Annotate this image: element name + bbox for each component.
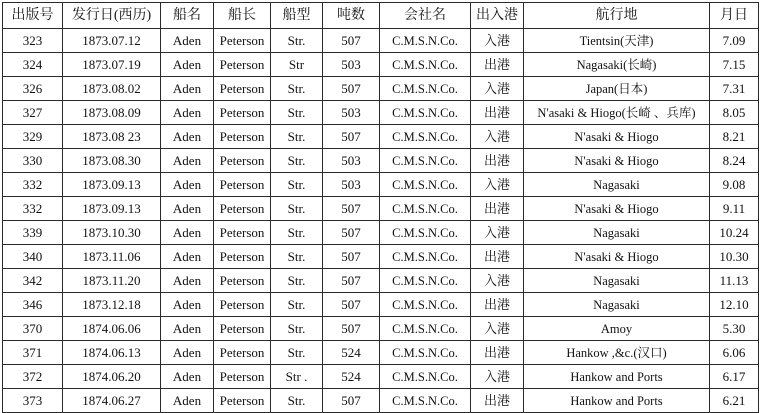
cell-issue-date: 1874.06.06 <box>63 317 161 341</box>
cell-in-out: 入港 <box>471 269 524 293</box>
cell-issue-date: 1873.12.18 <box>63 293 161 317</box>
table-row <box>3 29 759 53</box>
cell-tonnage: 507 <box>323 77 380 101</box>
cell-company: C.M.S.N.Co. <box>380 197 471 221</box>
cell-in-out: 入港 <box>471 77 524 101</box>
table-row <box>3 389 759 413</box>
cell-issue-date: 1874.06.27 <box>63 389 161 413</box>
table-row <box>3 317 759 341</box>
cell-in-out: 出港 <box>471 149 524 173</box>
cell-ship-type: Str. <box>271 245 323 269</box>
cell-captain: Peterson <box>214 293 271 317</box>
cell-month-day: 6.21 <box>710 389 759 413</box>
cell-issue-date: 1873.09.13 <box>63 173 161 197</box>
table-row <box>3 269 759 293</box>
cell-company: C.M.S.N.Co. <box>380 293 471 317</box>
cell-company: C.M.S.N.Co. <box>380 341 471 365</box>
cell-tonnage: 507 <box>323 245 380 269</box>
cell-ship-type: Str. <box>271 293 323 317</box>
cell-captain: Peterson <box>214 269 271 293</box>
cell-tonnage: 503 <box>323 173 380 197</box>
cell-tonnage: 503 <box>323 53 380 77</box>
cell-destination: Hankow ,&c.(汉口) <box>524 341 710 365</box>
cell-month-day: 9.08 <box>710 173 759 197</box>
header-ship-name: 船名 <box>161 3 214 29</box>
table-row <box>3 197 759 221</box>
cell-tonnage: 507 <box>323 29 380 53</box>
cell-issue-date: 1873.08.02 <box>63 77 161 101</box>
cell-destination: N'asaki & Hiogo <box>524 197 710 221</box>
cell-issue-no: 324 <box>3 53 63 77</box>
table-row <box>3 365 759 389</box>
cell-ship-name: Aden <box>161 245 214 269</box>
cell-month-day: 9.11 <box>710 197 759 221</box>
cell-destination: Nagasaki <box>524 221 710 245</box>
header-month-day: 月日 <box>710 3 759 29</box>
cell-in-out: 出港 <box>471 101 524 125</box>
cell-issue-no: 332 <box>3 197 63 221</box>
header-in-out: 出入港 <box>471 3 524 29</box>
cell-company: C.M.S.N.Co. <box>380 29 471 53</box>
cell-month-day: 7.31 <box>710 77 759 101</box>
cell-month-day: 10.24 <box>710 221 759 245</box>
cell-issue-no: 346 <box>3 293 63 317</box>
table-row <box>3 221 759 245</box>
cell-tonnage: 507 <box>323 389 380 413</box>
cell-destination: Tientsin(天津) <box>524 29 710 53</box>
header-company: 会社名 <box>380 3 471 29</box>
cell-company: C.M.S.N.Co. <box>380 389 471 413</box>
cell-company: C.M.S.N.Co. <box>380 221 471 245</box>
cell-ship-name: Aden <box>161 101 214 125</box>
cell-ship-name: Aden <box>161 149 214 173</box>
cell-captain: Peterson <box>214 149 271 173</box>
cell-month-day: 8.24 <box>710 149 759 173</box>
cell-month-day: 7.15 <box>710 53 759 77</box>
cell-ship-type: Str <box>271 53 323 77</box>
cell-company: C.M.S.N.Co. <box>380 125 471 149</box>
cell-ship-type: Str. <box>271 317 323 341</box>
cell-company: C.M.S.N.Co. <box>380 53 471 77</box>
header-issue-date: 发行日(西历) <box>63 3 161 29</box>
cell-month-day: 7.09 <box>710 29 759 53</box>
cell-issue-date: 1873.07.19 <box>63 53 161 77</box>
cell-ship-type: Str. <box>271 173 323 197</box>
cell-captain: Peterson <box>214 221 271 245</box>
cell-destination: Nagasaki(长崎) <box>524 53 710 77</box>
cell-ship-type: Str. <box>271 149 323 173</box>
cell-ship-name: Aden <box>161 173 214 197</box>
cell-in-out: 出港 <box>471 53 524 77</box>
cell-in-out: 入港 <box>471 317 524 341</box>
cell-issue-no: 370 <box>3 317 63 341</box>
cell-company: C.M.S.N.Co. <box>380 269 471 293</box>
cell-captain: Peterson <box>214 173 271 197</box>
header-captain: 船长 <box>214 3 271 29</box>
cell-captain: Peterson <box>214 389 271 413</box>
cell-in-out: 出港 <box>471 341 524 365</box>
cell-month-day: 6.06 <box>710 341 759 365</box>
cell-captain: Peterson <box>214 341 271 365</box>
table-header <box>3 3 759 29</box>
header-destination: 航行地 <box>524 3 710 29</box>
cell-captain: Peterson <box>214 317 271 341</box>
cell-company: C.M.S.N.Co. <box>380 149 471 173</box>
cell-ship-name: Aden <box>161 77 214 101</box>
cell-destination: N'asaki & Hiogo <box>524 245 710 269</box>
table-row <box>3 125 759 149</box>
cell-in-out: 出港 <box>471 245 524 269</box>
cell-ship-type: Str. <box>271 221 323 245</box>
cell-ship-name: Aden <box>161 365 214 389</box>
cell-in-out: 入港 <box>471 29 524 53</box>
cell-tonnage: 507 <box>323 293 380 317</box>
cell-tonnage: 507 <box>323 269 380 293</box>
cell-captain: Peterson <box>214 77 271 101</box>
cell-issue-date: 1873.11.06 <box>63 245 161 269</box>
cell-ship-name: Aden <box>161 293 214 317</box>
cell-destination: Amoy <box>524 317 710 341</box>
cell-month-day: 8.05 <box>710 101 759 125</box>
cell-issue-no: 332 <box>3 173 63 197</box>
cell-issue-date: 1873.08.09 <box>63 101 161 125</box>
header-ship-type: 船型 <box>271 3 323 29</box>
cell-month-day: 11.13 <box>710 269 759 293</box>
cell-ship-type: Str. <box>271 77 323 101</box>
cell-month-day: 8.21 <box>710 125 759 149</box>
cell-ship-name: Aden <box>161 53 214 77</box>
cell-ship-name: Aden <box>161 341 214 365</box>
cell-in-out: 出港 <box>471 389 524 413</box>
cell-month-day: 6.17 <box>710 365 759 389</box>
cell-tonnage: 524 <box>323 341 380 365</box>
cell-company: C.M.S.N.Co. <box>380 245 471 269</box>
cell-issue-date: 1873.11.20 <box>63 269 161 293</box>
cell-tonnage: 507 <box>323 221 380 245</box>
table-row <box>3 293 759 317</box>
cell-company: C.M.S.N.Co. <box>380 317 471 341</box>
cell-ship-name: Aden <box>161 317 214 341</box>
cell-ship-type: Str . <box>271 365 323 389</box>
cell-issue-no: 329 <box>3 125 63 149</box>
cell-destination: Japan(日本) <box>524 77 710 101</box>
cell-ship-name: Aden <box>161 125 214 149</box>
cell-company: C.M.S.N.Co. <box>380 365 471 389</box>
cell-ship-type: Str. <box>271 101 323 125</box>
cell-issue-date: 1873.08.30 <box>63 149 161 173</box>
cell-company: C.M.S.N.Co. <box>380 77 471 101</box>
cell-issue-date: 1873.08 23 <box>63 125 161 149</box>
cell-destination: Hankow and Ports <box>524 365 710 389</box>
cell-issue-no: 371 <box>3 341 63 365</box>
cell-captain: Peterson <box>214 29 271 53</box>
cell-issue-no: 339 <box>3 221 63 245</box>
table-row <box>3 53 759 77</box>
cell-issue-no: 342 <box>3 269 63 293</box>
cell-issue-date: 1873.09.13 <box>63 197 161 221</box>
cell-ship-type: Str. <box>271 341 323 365</box>
cell-captain: Peterson <box>214 245 271 269</box>
cell-issue-no: 323 <box>3 29 63 53</box>
cell-destination: N'asaki & Hiogo(长崎 、兵库) <box>524 101 710 125</box>
table-row <box>3 101 759 125</box>
cell-tonnage: 507 <box>323 125 380 149</box>
cell-ship-name: Aden <box>161 29 214 53</box>
table-row <box>3 77 759 101</box>
cell-in-out: 入港 <box>471 173 524 197</box>
table-row <box>3 341 759 365</box>
cell-ship-type: Str. <box>271 389 323 413</box>
cell-month-day: 12.10 <box>710 293 759 317</box>
cell-issue-date: 1873.10.30 <box>63 221 161 245</box>
cell-issue-no: 326 <box>3 77 63 101</box>
cell-company: C.M.S.N.Co. <box>380 173 471 197</box>
cell-company: C.M.S.N.Co. <box>380 101 471 125</box>
cell-destination: Nagasaki <box>524 173 710 197</box>
cell-captain: Peterson <box>214 125 271 149</box>
table-row <box>3 245 759 269</box>
cell-destination: Nagasaki <box>524 293 710 317</box>
cell-in-out: 入港 <box>471 125 524 149</box>
header-row <box>3 3 759 29</box>
cell-destination: N'asaki & Hiogo <box>524 125 710 149</box>
cell-tonnage: 507 <box>323 197 380 221</box>
table-row <box>3 173 759 197</box>
cell-month-day: 10.30 <box>710 245 759 269</box>
cell-ship-name: Aden <box>161 197 214 221</box>
cell-issue-no: 327 <box>3 101 63 125</box>
cell-in-out: 入港 <box>471 221 524 245</box>
table-body <box>3 29 759 413</box>
cell-ship-type: Str. <box>271 125 323 149</box>
cell-tonnage: 524 <box>323 365 380 389</box>
ship-arrivals-table <box>2 2 759 413</box>
cell-tonnage: 503 <box>323 101 380 125</box>
cell-issue-no: 373 <box>3 389 63 413</box>
cell-issue-date: 1874.06.13 <box>63 341 161 365</box>
cell-in-out: 出港 <box>471 197 524 221</box>
cell-ship-name: Aden <box>161 389 214 413</box>
cell-destination: N'asaki & Hiogo <box>524 149 710 173</box>
cell-ship-name: Aden <box>161 221 214 245</box>
cell-destination: Nagasaki <box>524 269 710 293</box>
cell-captain: Peterson <box>214 365 271 389</box>
cell-ship-type: Str. <box>271 269 323 293</box>
cell-ship-type: Str. <box>271 197 323 221</box>
table-row <box>3 149 759 173</box>
cell-issue-no: 372 <box>3 365 63 389</box>
cell-issue-no: 330 <box>3 149 63 173</box>
cell-issue-no: 340 <box>3 245 63 269</box>
cell-in-out: 出港 <box>471 293 524 317</box>
cell-in-out: 入港 <box>471 365 524 389</box>
cell-month-day: 5.30 <box>710 317 759 341</box>
cell-ship-type: Str. <box>271 29 323 53</box>
cell-tonnage: 503 <box>323 149 380 173</box>
cell-issue-date: 1873.07.12 <box>63 29 161 53</box>
header-issue-no: 出版号 <box>3 3 63 29</box>
cell-tonnage: 507 <box>323 317 380 341</box>
header-tonnage: 吨数 <box>323 3 380 29</box>
cell-issue-date: 1874.06.20 <box>63 365 161 389</box>
cell-captain: Peterson <box>214 197 271 221</box>
cell-ship-name: Aden <box>161 269 214 293</box>
cell-captain: Peterson <box>214 101 271 125</box>
cell-destination: Hankow and Ports <box>524 389 710 413</box>
cell-captain: Peterson <box>214 53 271 77</box>
